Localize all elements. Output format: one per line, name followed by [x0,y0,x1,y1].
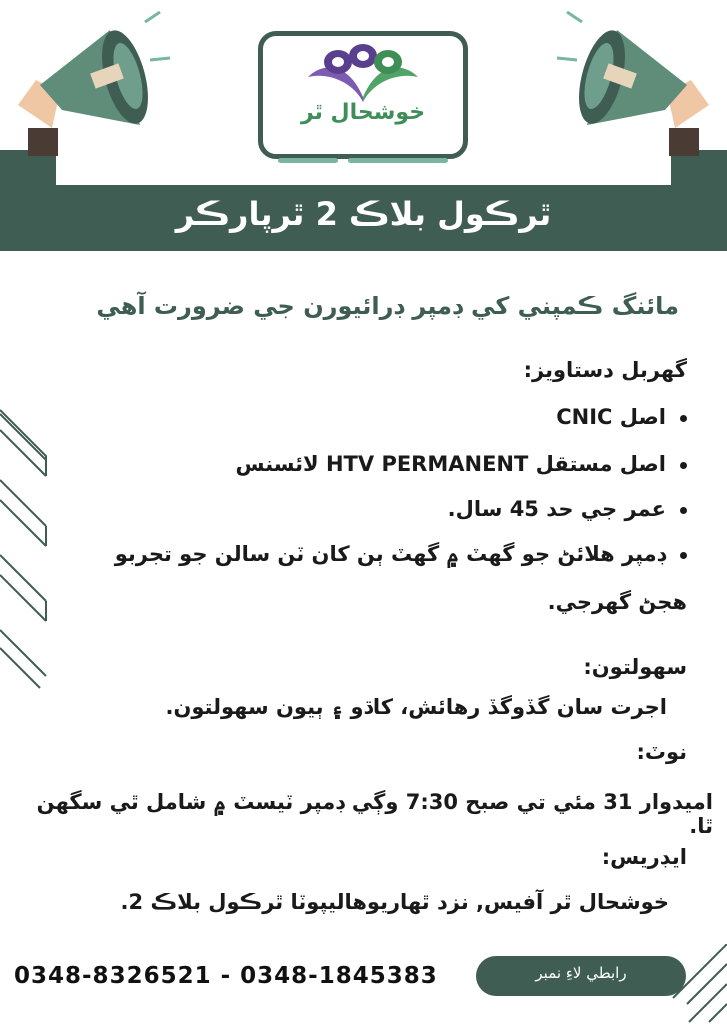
requirement-item [47,542,687,566]
requirement-item [47,497,687,521]
requirement-text: اصل مستقل HTV PERMANENT لائسنس [235,452,666,476]
bullet-icon [680,552,687,559]
phone-numbers: 0348-8326521 - 0348-1845383 [14,963,438,989]
bullet-icon [680,415,687,422]
facilities-text: اجرت سان گڏوگڏ رهائش، کاڌو ۽ ٻيون سهولتون. [165,695,667,719]
requirement-text: عمر جي حد 45 سال. [447,497,666,521]
decorative-lines [0,390,60,690]
note-label: نوٽ: [636,740,687,764]
address-text: خوشحال ٿر آفيس, نزد ٿهاريوهاليپوٽا ٿرڪول بلاڪ 2. [120,890,669,914]
requirement-item [47,452,687,476]
requirement-item [47,405,687,429]
peacock-feather-icon [298,42,428,104]
contact-label: رابطي لاءِ نمبر [535,964,627,982]
logo-underline [278,158,338,163]
decorative-lines [667,944,727,1024]
requirement-text: ڊمپر هلائڻ جو گهٽ ۾ گهٽ ٻن کان ٽن سالن جو تجربو [114,542,666,566]
logo-underline [348,158,448,163]
job-headline: مائنگ ڪمپني کي ڊمپر ڊرائيورن جي ضرورت آهي [96,292,679,320]
banner-title: ٿرڪول بلاڪ 2 ٿرپارڪر [175,195,552,233]
megaphone-right-icon [552,10,727,190]
logo-text: خوشحال ٿر [300,100,426,125]
note-text: اميدوار 31 مئي تي صبح 7:30 وڳي ڊمپر ٽيسٽ ۾ شامل ٿي سگهن ٿا. [36,790,713,838]
requirements-label: گهربل دستاويز: [523,358,687,382]
bullet-icon [680,507,687,514]
megaphone-left-icon [0,10,175,190]
requirement-continuation: هجڻ گهرجي. [547,590,687,614]
bullet-icon [680,462,687,469]
requirement-text: اصل CNIC [556,405,666,429]
facilities-label: سهولتون: [583,655,687,679]
address-label: ايڊريس: [601,845,687,869]
